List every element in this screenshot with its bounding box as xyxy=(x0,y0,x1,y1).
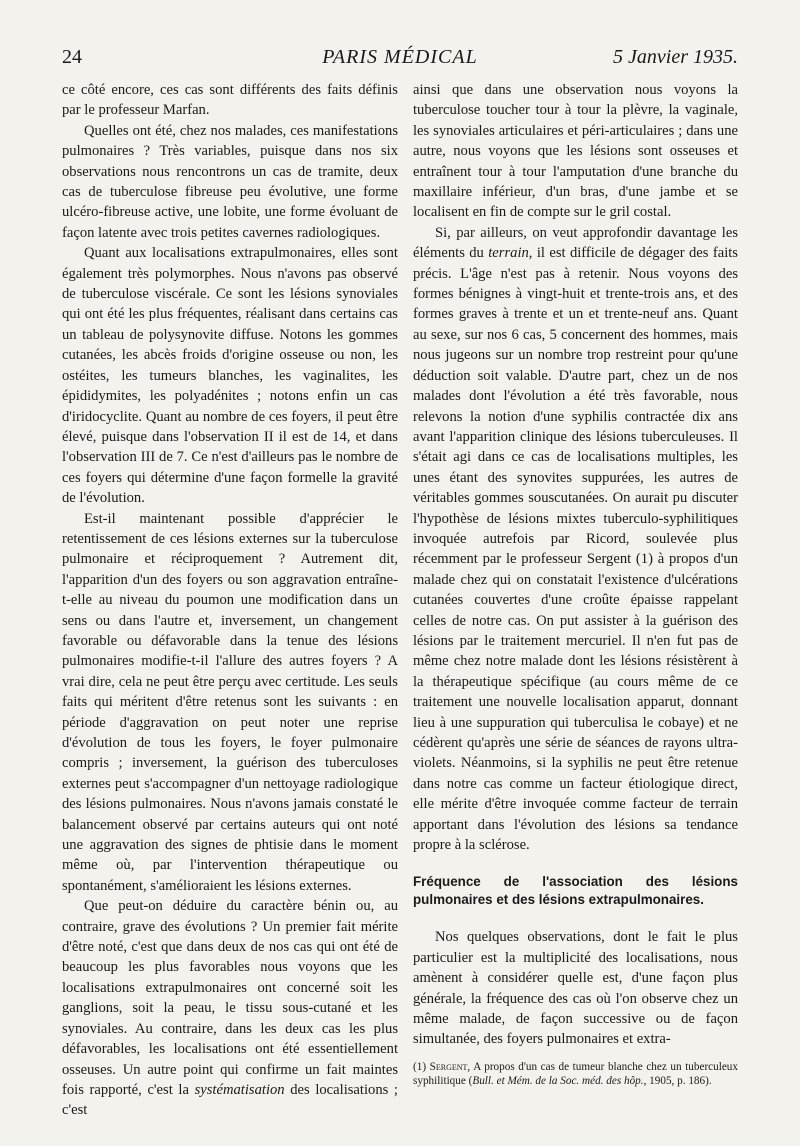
page-header xyxy=(62,44,738,74)
paragraph: Quant aux localisations extrapulmonaires, elles sont également très polymorphes. Nous n'avons pas observé de tuberculose viscérale. Ce sont les lésions synoviales qui ont été les plus fréquentes, réalisant dans certains cas un tableau de polysynovite diffuse. Notons les gommes cutanées, les abcès froids d'origine osseuse ou non, les ostéites, les tumeurs blanches, les vaginalites, les épididymites, les polyadénites ; notons enfin un cas d'iridocyclite. Quant au nombre de ces foyers, il peut être élevé, puisque dans l'observation II il est de 14, et dans l'observation III de 7. Ce n'est d'ailleurs pas le nombre de ces foyers qui détermine d'une façon formelle la gravité de l'évolution. xyxy=(62,245,398,507)
paragraph: Est-il maintenant possible d'apprécier le retentissement de ces lésions externes sur la tuberculose pulmonaire et réciproquement ? Autrement dit, l'apparition d'un des foyers ou son aggravation entraîne-t-elle au niveau du poumon une modification dans un sens ou dans l'autre et, inversement, un changement favorable ou défavorable dans la tenue des lésions pulmonaires modifie-t-il l'allure des autres foyers ? A vrai dire, cela ne peut être perçu avec certitude. Les seuls faits qui méritent d'être retenus sont les suivants : en période d'aggravation on peut noter une reprise d'évolution de tous les foyers, le foyer pulmonaire compris ; inversement, la guérison des tuberculoses externes peut s'accompagner d'un nettoyage radiologique des lésions pulmonaires. Nous n'avons jamais constaté le balancement observé par certains auteurs qui ont noté une aggravation des signes de phtisie dans le moment même où, par l'intervention thérapeutique ou spontanément, s'amélioraient les lésions externes. xyxy=(62,510,398,894)
footnote xyxy=(413,1060,738,1088)
emphasis: systématisation xyxy=(194,1081,285,1098)
text-run: Que peut-on déduire du caractère bénin ou, au contraire, grave des évolutions ? Un premier fait mérite d'être noté, c'est que dans deux de nos cas qui ont été de beaucoup les plus favorables nous voyons que les localisations extrapulmonaires ont concerné soit les ganglions, soit la peau, le tissu sous-cutané et les synoviales. Au contraire, dans les deux cas les plus défavorables, les localisations ont été essentiellement osseuses. Un autre point qui confirme un fait maintes fois rapporté, c'est la xyxy=(62,898,398,1098)
emphasis: terrain xyxy=(488,245,529,262)
paragraph: ainsi que dans une observation nous voyons la tuberculose toucher tour à tour la plèvre, la vaginale, les synoviales articulaires et péri-articulaires ; dans une autre, nous voyons que les lésions sont osseuses et entraînent tour à tour l'amputation d'une branche du maxillaire inférieur, d'un bras, d'une jambe et se localisent en fin de compte sur le gril costal. xyxy=(413,82,738,221)
text-run: , il est difficile de dégager des faits précis. L'âge n'est pas à retenir. Nous voyons des formes bénignes à vingt-huit et trente-trois ans, et des formes graves à trente et un et trente-neuf ans. Quant au sexe, sur nos 6 cas, 5 concernent des hommes, mais nous jugeons sur un nombre trop restreint pour qu'une déduction soit valable. D'autre part, chez un de nos malades dont l'évolution a été très favorable, nous relevons la notion d'une syphilis contractée dix ans avant l'apparition clinique des lésions tuberculeuses. Il s'était agi dans ce cas de localisations multiples, les unes étant des synovites suppurées, les autres de véritables gommes souscutanées. On aurait pu discuter l'hypothèse de lésions mixtes tuberculo-syphilitiques invoquée autrefois par Ricord, soulevée plus récemment par le professeur Sergent (1) à propos d'un malade chez qui on constatait l'existence d'ulcérations cutanées couvertes d'une croûte épaisse rappelant celles de notre cas. On put assister à la guérison des lésions par le traitement mercuriel. Il n'en fut pas de même chez notre malade dont les lésions résistèrent à la thérapeutique spécifique (au cours même de ce traitement une nouvelle localisation apparut, donnant lieu à une suppuration qui tuberculisa le cobaye) et ne cédèrent qu'après une série de séances de rayons ultra-violets. Néanmoins, si la syphilis ne peut être retenue dans notre cas comme un facteur étiologique direct, elle mérite d'être invoquée comme facteur de terrain apportant dans l'évolution des lésions sa tendance propre à la sclérose. xyxy=(413,245,738,854)
issue-date: 5 Janvier 1935. xyxy=(613,46,738,68)
paragraph: ce côté encore, ces cas sont différents des faits définis par le professeur Marfan. xyxy=(62,82,398,119)
text-run: des localisations ; c'est xyxy=(62,1081,398,1119)
paragraph: Nos quelques observations, dont le fait le plus particulier est la multiplicité des localisations, nous amènent à considérer quelle est, d'une façon plus générale, la fréquence des cas où l'on observe chez un même malade, de façon successive ou de façon simultanée, des foyers pulmonaires et extra- xyxy=(413,929,738,1048)
footnote-text: , 1905, p. 186). xyxy=(643,1074,712,1087)
paragraph xyxy=(413,223,738,856)
page-number: 24 xyxy=(62,46,82,68)
right-column xyxy=(413,80,738,1088)
text-run: Si, par ailleurs, on veut approfondir davantage les éléments du xyxy=(413,224,738,262)
footnote-marker: (1) xyxy=(413,1060,430,1073)
footnote-author: Sergent xyxy=(429,1060,468,1073)
paragraph: Quelles ont été, chez nos malades, ces manifestations pulmonaires ? Très variables, puisque dans nos six observations nous rencontrons un cas de tramite, deux cas de tuberculose fibreuse peu évolutive, une forme ulcéro-fibreuse active, une lobite, une forme évoluant de façon latente avec trois petites cavernes radiologiques. xyxy=(62,122,398,241)
left-column xyxy=(62,80,398,1121)
footnote-source: Bull. et Mém. de la Soc. méd. des hôp. xyxy=(472,1074,644,1087)
footnote-text: , A propos d'un cas de tumeur blanche chez un tuberculeux syphilitique ( xyxy=(413,1060,738,1087)
paragraph xyxy=(62,896,398,1120)
journal-title: PARIS MÉDICAL xyxy=(322,46,478,68)
section-heading: Fréquence de l'association des lésions pulmonaires et des lésions extrapulmonaires. xyxy=(413,874,738,908)
